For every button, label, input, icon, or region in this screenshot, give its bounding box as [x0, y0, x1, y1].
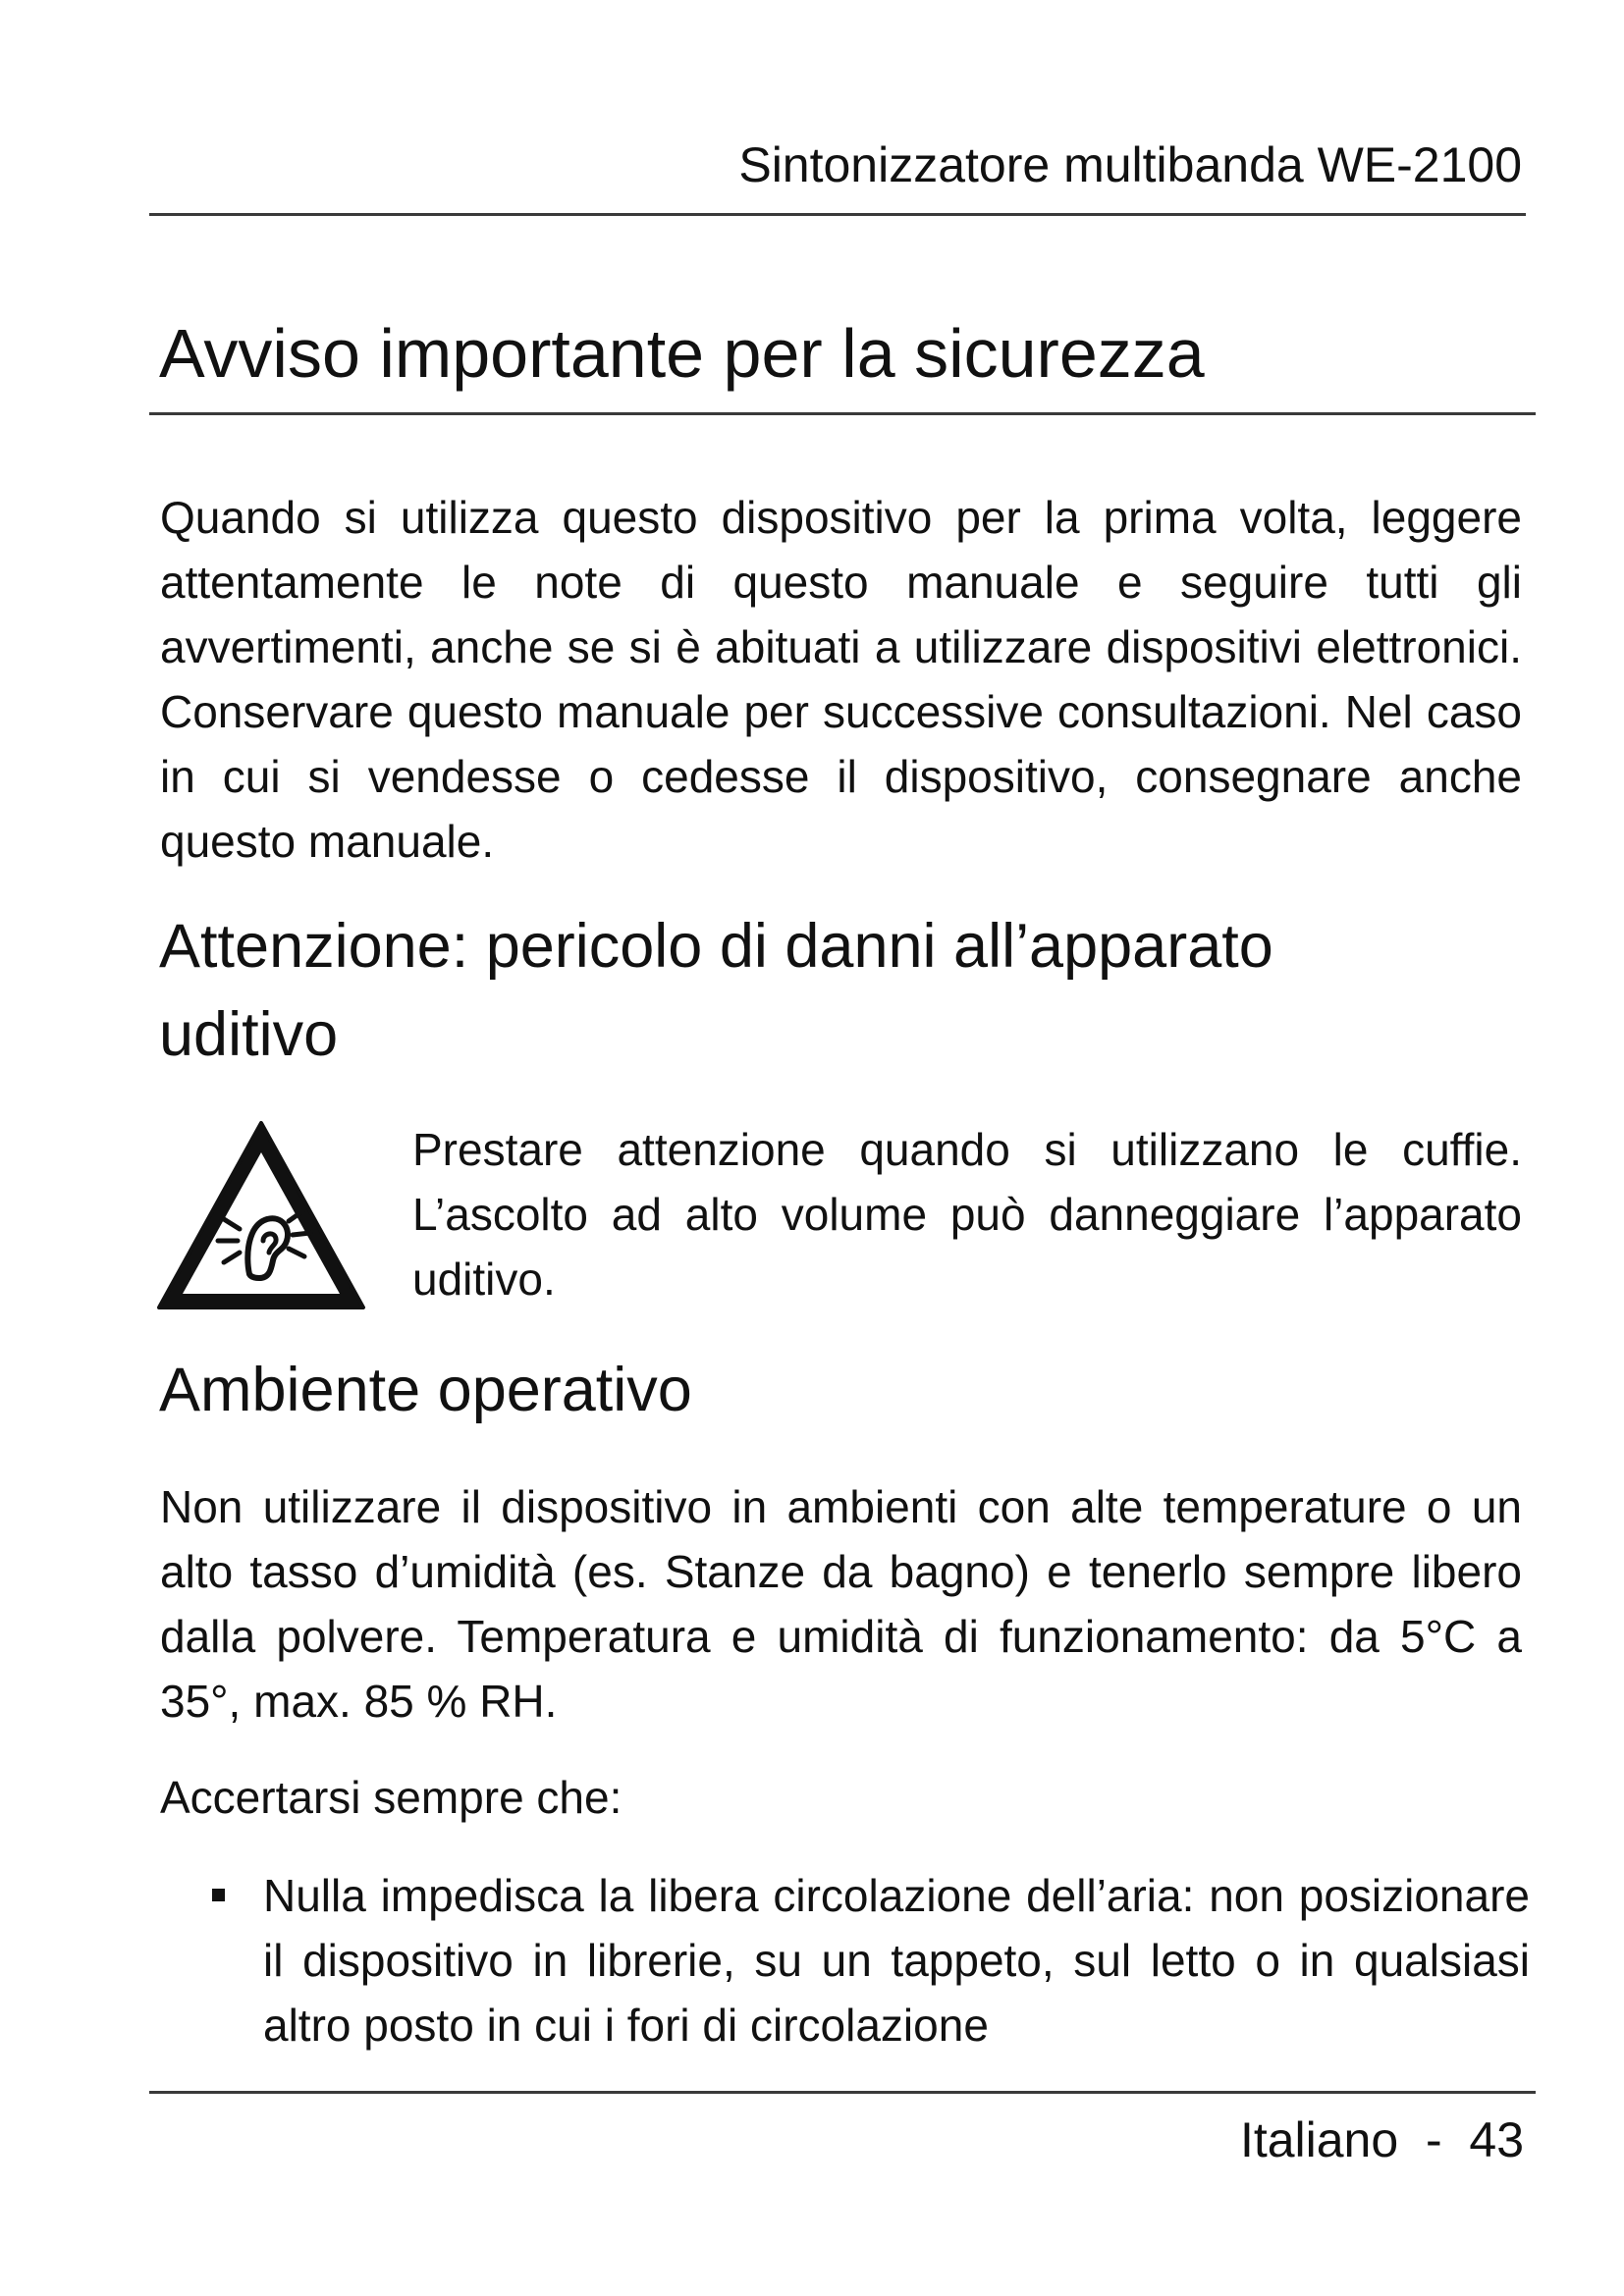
running-header: Sintonizzatore multibanda WE-2100	[738, 137, 1522, 192]
page-title: Avviso importante per la sicurezza	[159, 315, 1205, 392]
list-item-text: Nulla impedisca la libera circolazione dell’aria: non posizionare il dispositivo in librerie, su un tappeto, sul letto o in qualsiasi altro posto in cui i fori di circolazione	[263, 1870, 1530, 2051]
page-footer: Italiano - 43	[1239, 2112, 1524, 2167]
hearing-warning-heading: Attenzione: pericolo di danni all’apparato uditivo	[159, 912, 1273, 1069]
intro-paragraph: Quando si utilizza questo dispositivo per la prima volta, leggere attentamente le note di questo manuale e seguire tutti gli avvertimenti, anche se si è abituati a utilizzare dispositivi elettronici. Conservare questo manuale per successive consultazioni. Nel caso in cui si vendesse o cedesse il dispositivo, consegnare anche questo manuale.	[160, 492, 1522, 867]
check-intro-text: Accertarsi sempre che:	[160, 1772, 623, 1823]
title-divider	[149, 412, 1536, 415]
hearing-warning-paragraph: Prestare attenzione quando si utilizzano le cuffie. L’ascolto ad alto volume può danneggiare l’apparato uditivo.	[412, 1124, 1522, 1305]
footer-divider	[149, 2091, 1536, 2094]
check-list	[200, 1863, 1530, 2057]
square-bullet-icon	[212, 1889, 225, 1901]
hearing-damage-warning-icon	[155, 1119, 367, 1313]
operating-environment-paragraph: Non utilizzare il dispositivo in ambienti con alte temperature o un alto tasso d’umidità (es. Stanze da bagno) e tenerlo sempre libero dalla polvere. Temperatura e umidità di funzionamento: da 5°C a 35°, max. 85 % RH.	[160, 1481, 1522, 1727]
operating-environment-heading: Ambiente operativo	[159, 1356, 692, 1424]
list-item	[200, 1863, 1530, 2057]
header-divider	[149, 213, 1526, 216]
